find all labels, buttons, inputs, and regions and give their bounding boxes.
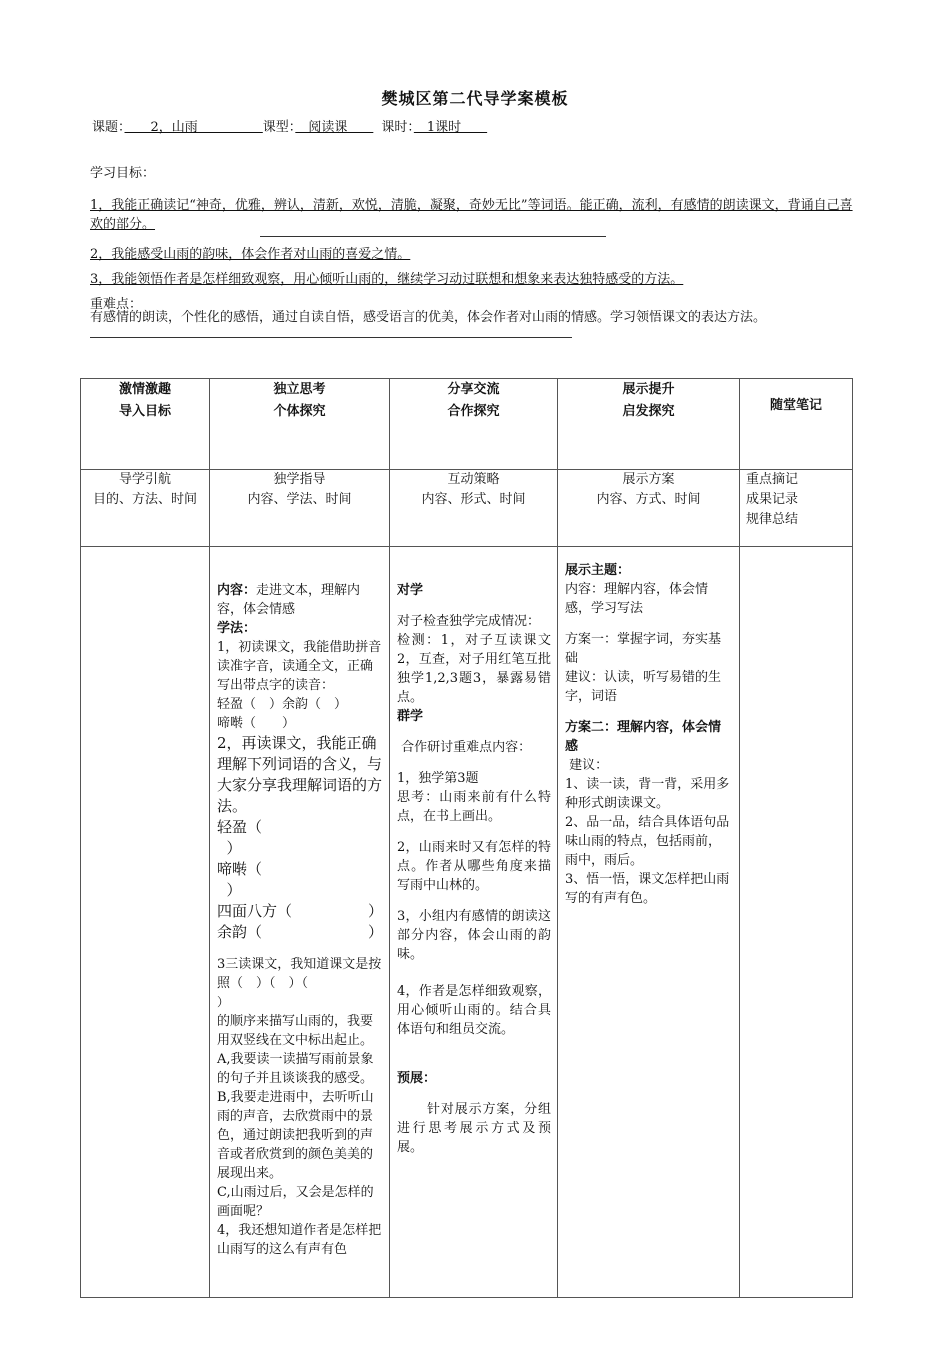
underline-rule <box>260 236 606 237</box>
group-study-cell: 对学 对子检查独学完成情况： 检测：1，对子互读课文2，互查，对子用红笔互批独学1,2,3题3，暴露易错点。 群学 合作研讨重难点内容： 1，独学第3题 思考：山雨来前有什么特点，在书上画出。 2，山雨来时又有怎样的特点。作者从哪些角度来描写雨中山林的。 3，小组内有感情的朗读这部分内容，体会山雨的韵味。 4，作者是怎样细致观察，用心倾听山雨的。结合具体语句和组员交流。 预展： 针对展示方案，分组进行思考展示方式及预展。 <box>390 547 558 1298</box>
header-cell: 分享交流 合作探究 <box>390 379 558 470</box>
type-label: 课型： <box>262 120 296 135</box>
subheader-cell: 独学指导 内容、学法、时间 <box>210 470 390 547</box>
type-value: 阅读课 <box>295 120 374 135</box>
hours-value: 1课时 <box>413 120 488 135</box>
objective-1: 1，我能正确读记“神奇，优雅，辨认，清新，欢悦，清脆，凝聚，奇妙无比”等词语。能正确，流利，有感情的朗读课文，背诵自己喜欢的部分。 <box>90 198 853 232</box>
key-points-heading: 重难点： <box>90 297 143 312</box>
topic-value: 2，山雨 <box>124 120 263 135</box>
subheader-cell: 展示方案 内容、方式、时间 <box>558 470 740 547</box>
study-table <box>80 378 853 1298</box>
subheader-cell: 导学引航 目的、方法、时间 <box>81 470 210 547</box>
independent-study-cell: 内容：走进文本，理解内容，体会情感 学法： 1，初读课文，我能借助拼音读准字音，读通全文，正确写出带点字的读音： 轻盈（ ）余韵（ ） 啼啭（ ） 2，再读课文，我能正确理解下列词语的含义，与大家分享我理解词语的方法。 轻盈（ ） 啼啭（ ） 四面八方（ ） 余韵（ ） 3三读课文，我知道课文是按照（ ）（ ）（ ） 的顺序来描写山雨的，我要用双竖线在文中标出起止。 A,我要读一读描写雨前景象的句子并且谈谈我的感受。 B,我要走进雨中，去听听山雨的声音，去欣赏雨中的景色，通过朗读把我听到的声音或者欣赏到的颜色美美的展现出来。 C,山雨过后，又会是怎样的画面呢？ 4，我还想知道作者是怎样把山雨写的这么有声有色 <box>210 547 390 1298</box>
intro-cell <box>81 547 210 1298</box>
topic-label: 课题： <box>92 120 125 135</box>
key-points-text: 有感情的朗读，个性化的感悟，通过自读自悟，感受语言的优美，体会作者对山雨的情感。学习领悟课文的表达方法。 <box>90 310 767 325</box>
header-cell: 激情激趣 导入目标 <box>81 379 210 470</box>
header-cell: 独立思考 个体探究 <box>210 379 390 470</box>
hours-label: 课时： <box>381 120 414 135</box>
table-body-row <box>81 547 853 1298</box>
table-subheader-row <box>81 470 853 547</box>
header-cell: 展示提升 启发探究 <box>558 379 740 470</box>
key-points-rule <box>90 337 572 338</box>
page-title: 樊城区第二代导学案模板 <box>381 89 569 108</box>
notes-body-cell <box>740 547 853 1298</box>
notes-cell: 重点摘记 成果记录 规律总结 <box>740 470 853 547</box>
presentation-cell: 展示主题： 内容：理解内容，体会情感，学习写法 方案一：掌握字词，夯实基础 建议：认读，听写易错的生字，词语 方案二：理解内容，体会情感 建议： 1、读一读，背一背，采用多种形式朗读课文。 2、品一品，结合具体语句品味山雨的特点，包括雨前，雨中，雨后。 3、悟一悟，课文怎样把山雨写的有声有色。 <box>558 547 740 1298</box>
objective-3: 3，我能领悟作者是怎样细致观察，用心倾听山雨的，继续学习动过联想和想象来表达独特感受的方法。 <box>90 272 684 287</box>
table-header-row <box>81 379 853 470</box>
objective-2: 2，我能感受山雨的韵味，体会作者对山雨的喜爱之情。 <box>90 247 411 262</box>
subheader-cell: 互动策略 内容、形式、时间 <box>390 470 558 547</box>
objectives-heading: 学习目标： <box>90 166 156 181</box>
header-cell: 随堂笔记 <box>740 379 853 470</box>
lesson-meta <box>92 116 487 135</box>
